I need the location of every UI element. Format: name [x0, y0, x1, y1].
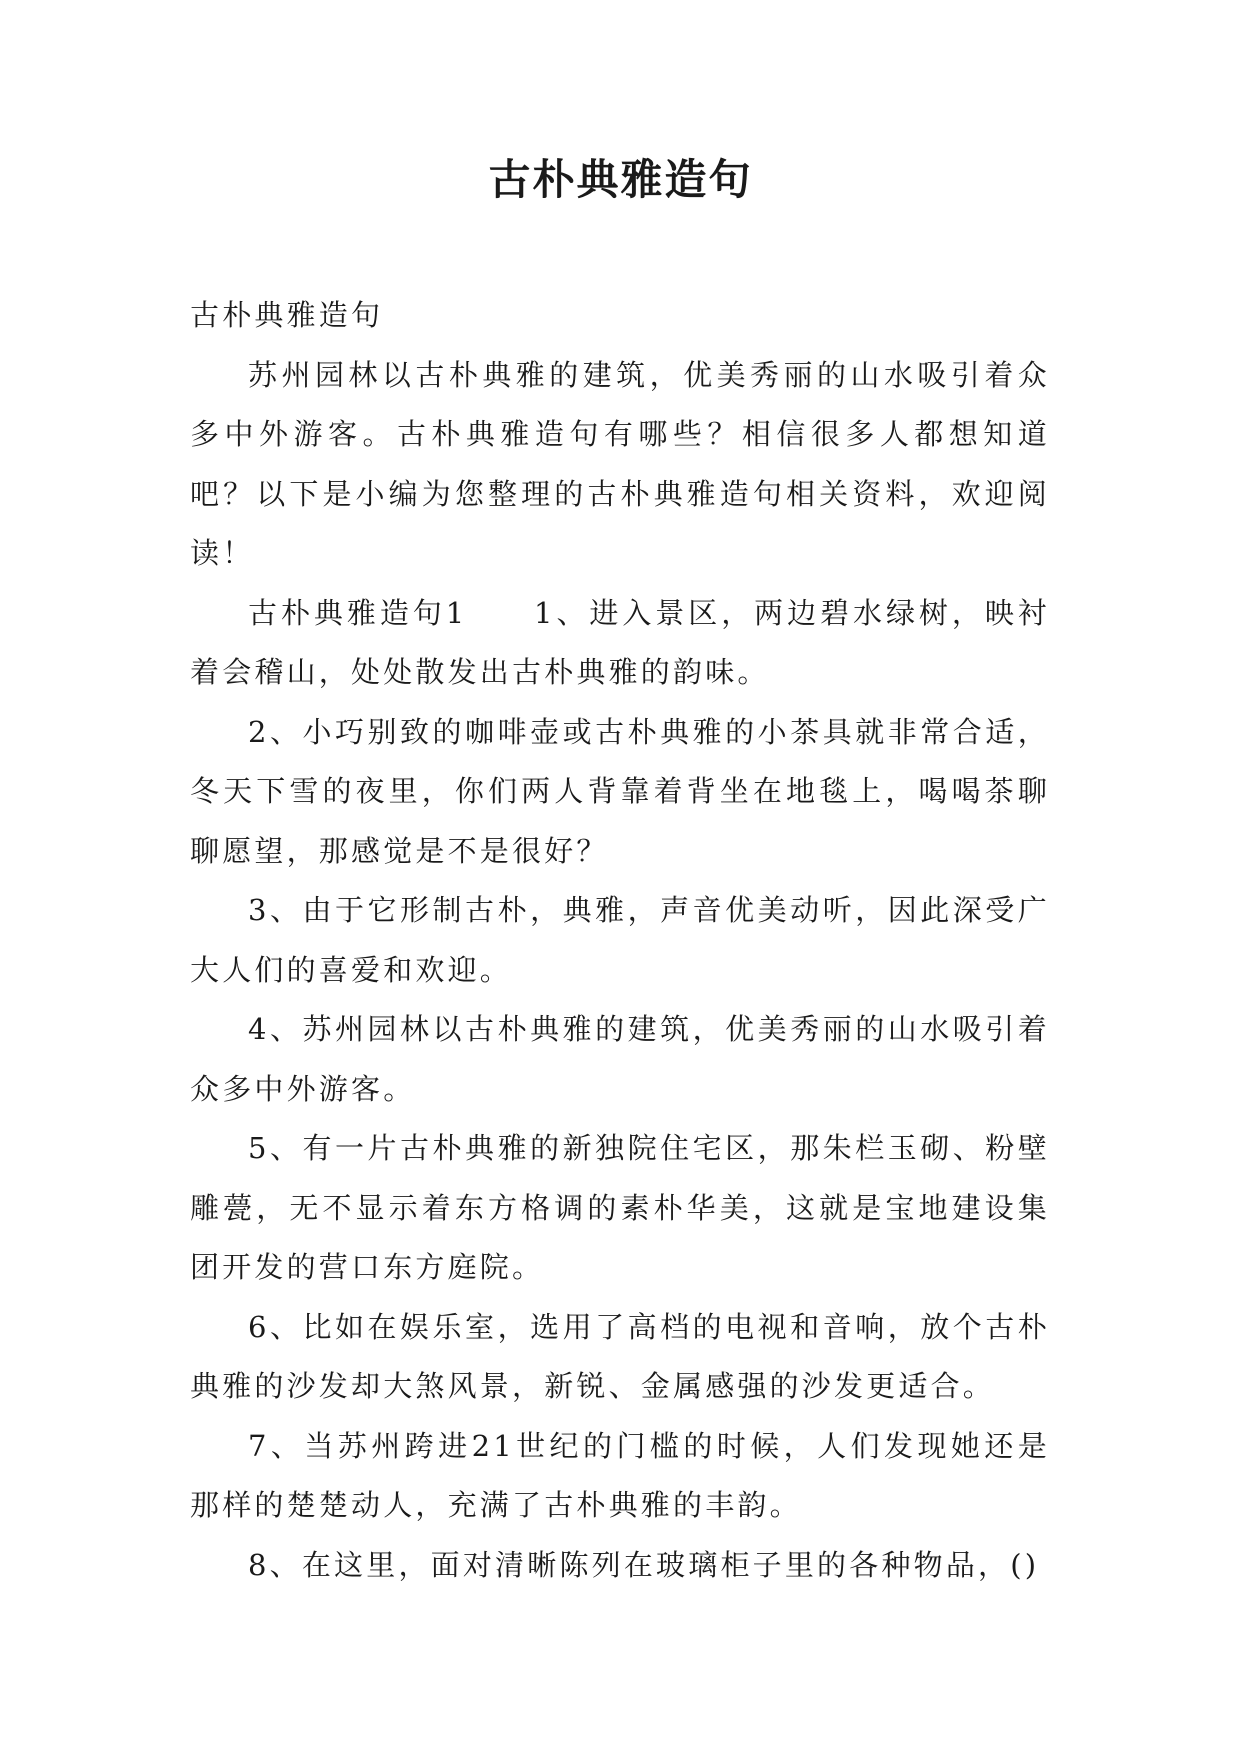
intro-paragraph: 苏州园林以古朴典雅的建筑，优美秀丽的山水吸引着众多中外游客。古朴典雅造句有哪些？相信很多人都想知道吧？以下是小编为您整理的古朴典雅造句相关资料，欢迎阅读！	[190, 357, 1050, 570]
document-subtitle: 古朴典雅造句	[190, 298, 384, 332]
paragraph-5: 5、有一片古朴典雅的新独院住宅区，那朱栏玉砌、粉壁雕甍，无不显示着东方格调的素朴华美，这就是宝地建设集团开发的营口东方庭院。	[190, 1131, 1050, 1284]
paragraph-4: 4、苏州园林以古朴典雅的建筑，优美秀丽的山水吸引着众多中外游客。	[190, 1012, 1050, 1106]
document-body	[190, 286, 1050, 1595]
paragraph-2: 2、小巧别致的咖啡壶或古朴典雅的小茶具就非常合适，冬天下雪的夜里，你们两人背靠着背坐在地毯上，喝喝茶聊聊愿望，那感觉是不是很好？	[190, 714, 1050, 868]
paragraph-1: 古朴典雅造句1 1、进入景区，两边碧水绿树，映衬着会稽山，处处散发出古朴典雅的韵味。	[190, 595, 1050, 689]
paragraph-6: 6、比如在娱乐室，选用了高档的电视和音响，放个古朴典雅的沙发却大煞风景，新锐、金属感强的沙发更适合。	[190, 1309, 1050, 1403]
document-title: 古朴典雅造句	[488, 155, 753, 204]
paragraph-3: 3、由于它形制古朴，典雅，声音优美动听，因此深受广大人们的喜爱和欢迎。	[190, 893, 1050, 987]
paragraph-7: 7、当苏州跨进21世纪的门槛的时候，人们发现她还是那样的楚楚动人，充满了古朴典雅的丰韵。	[190, 1428, 1050, 1522]
paragraph-8: 8、在这里，面对清晰陈列在玻璃柜子里的各种物品，()	[248, 1547, 1040, 1582]
